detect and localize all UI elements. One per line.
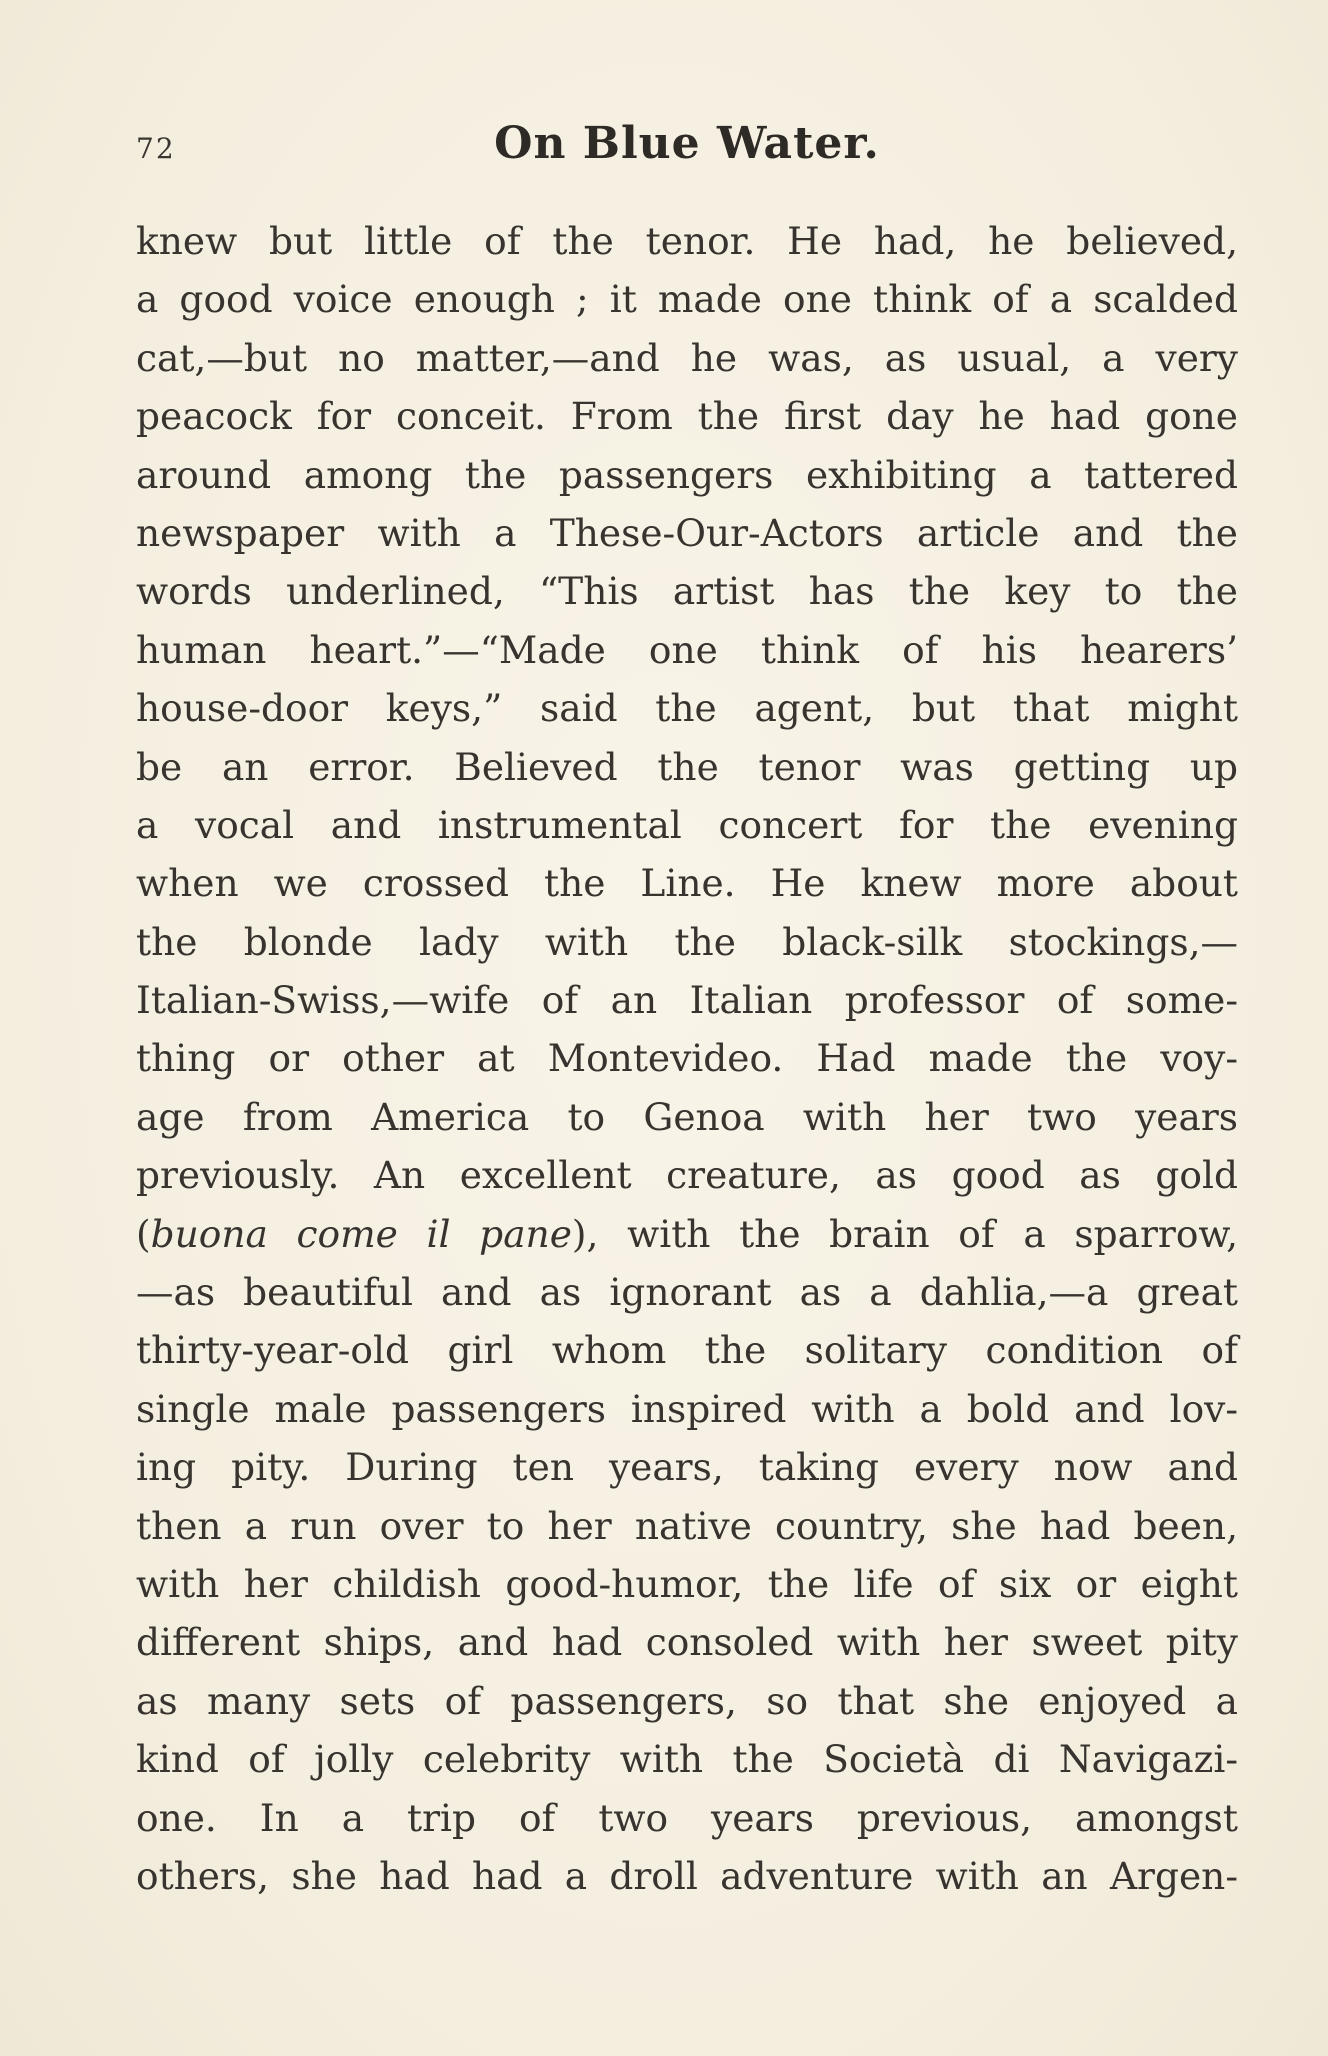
text-line: a vocal and instrumental concert for the evening — [136, 802, 1238, 847]
text-line: then a run over to her native country, she had been, — [136, 1503, 1238, 1548]
text-line: peacock for conceit. From the first day he had gone — [136, 394, 1238, 439]
text-line: thirty-year-old girl whom the solitary condition of — [136, 1328, 1238, 1373]
text-line: words underlined, “This artist has the key to the — [136, 569, 1238, 614]
text-line: ing pity. During ten years, taking every now and — [136, 1445, 1238, 1490]
text-line: different ships, and had consoled with her sweet pity — [136, 1620, 1238, 1665]
text-line: newspaper with a These-Our-Actors article and the — [136, 510, 1238, 555]
line-segment: ( — [136, 1211, 151, 1256]
text-line: age from America to Genoa with her two years — [136, 1094, 1238, 1139]
text-line: cat,—but no matter,—and he was, as usual, a very — [136, 335, 1238, 380]
page-number: 72 — [136, 132, 176, 165]
italic-phrase: buona come il pane — [150, 1211, 572, 1256]
text-line-italic-phrase — [136, 1205, 1238, 1263]
text-line: —as beautiful and as ignorant as a dahlia,—a great — [136, 1270, 1238, 1315]
running-head — [136, 118, 1238, 178]
text-line: kind of jolly celebrity with the Società di Navigazi- — [136, 1737, 1238, 1782]
text-line: be an error. Believed the tenor was getting up — [136, 744, 1238, 789]
text-line: knew but little of the tenor. He had, he believed, — [136, 219, 1238, 263]
text-line: single male passengers inspired with a bold and lov- — [136, 1386, 1238, 1431]
body-text — [136, 212, 1238, 1905]
text-line: around among the passengers exhibiting a tattered — [136, 452, 1238, 497]
text-line: the blonde lady with the black-silk stockings,— — [136, 919, 1238, 964]
text-line: thing or other at Montevideo. Had made the voy- — [136, 1036, 1238, 1081]
text-line: others, she had had a droll adventure with an Argen- — [136, 1853, 1238, 1898]
text-line: a good voice enough ; it made one think of a scalded — [136, 277, 1238, 322]
text-line: when we crossed the Line. He knew more about — [136, 861, 1238, 906]
text-line: with her childish good-humor, the life of six or eight — [136, 1561, 1238, 1606]
text-line: as many sets of passengers, so that she enjoyed a — [136, 1678, 1238, 1723]
running-title: On Blue Water. — [494, 118, 880, 169]
text-line: human heart.”—“Made one think of his hearers’ — [136, 627, 1238, 672]
text-line: one. In a trip of two years previous, amongst — [136, 1795, 1238, 1840]
text-line: house-door keys,” said the agent, but that might — [136, 686, 1238, 731]
text-line: previously. An excellent creature, as good as gold — [136, 1153, 1238, 1198]
line-segment: ), with the brain of a sparrow, — [571, 1211, 1239, 1256]
text-line: Italian-Swiss,—wife of an Italian professor of some- — [136, 978, 1238, 1023]
